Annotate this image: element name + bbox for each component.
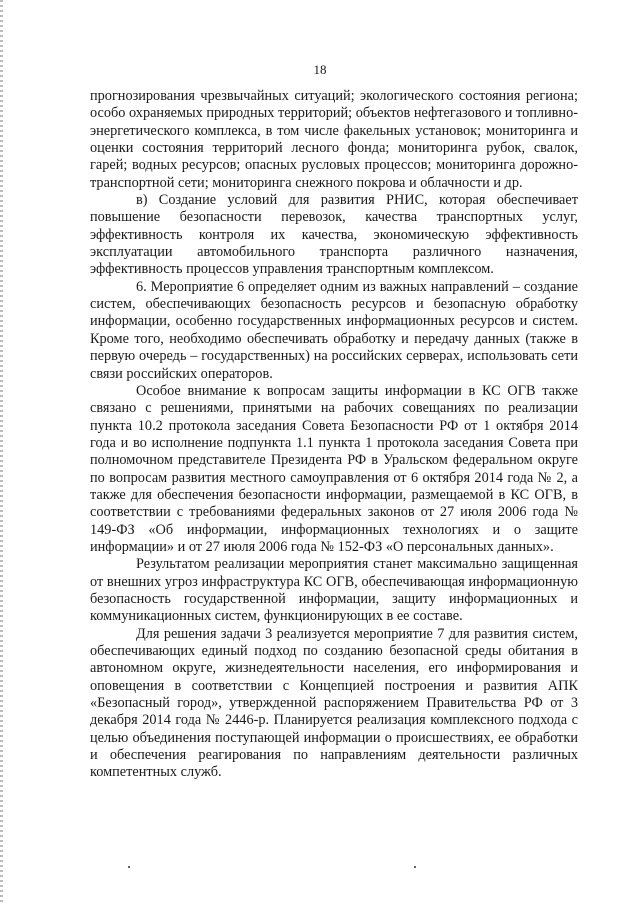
page-number: 18 — [313, 62, 327, 77]
paragraph-continuation: прогнозирования чрезвычайных ситуаций; экологического состояния региона; особо охраняемых природных территорий; объектов нефтегазового и топливно-энергетического комплекса, в том числе факельных установок; мониторинга и оценки состояния территорий лесного фонда; мониторинга рубок, свалок, гарей; водных ресурсов; опасных русловых процессов; мониторинга дорожно-транспортной сети; мониторинга снежного покрова и облачности и др. — [90, 88, 578, 191]
paragraph-measure-6: 6. Мероприятие 6 определяет одним из важных направлений – создание систем, обеспечивающих безопасность ресурсов и безопасную обработку информации, особенно государственных информационных ресурсов и систем. Кроме того, необходимо обеспечивать обработку и передачу данных (также в первую очередь – государственных) на российских серверах, использовать сети связи российских операторов. — [90, 278, 578, 382]
paragraph-result: Результатом реализации мероприятия станет максимально защищенная от внешних угроз инфраструктура КС ОГВ, обеспечивающая информационную безопасность государственной информации, защиту информационных и коммуникационных систем, функционирующих в ее составе. — [90, 556, 578, 625]
scan-speck — [128, 866, 130, 868]
paragraph-information-protection: Особое внимание к вопросам защиты информации в КС ОГВ также связано с решениями, принятыми на рабочих совещаниях по реализации пункта 10.2 протокола заседания Совета Безопасности РФ от 1 октября 2014 года и во исполнение подпункта 1.1 пункта 1 протокола заседания Совета при полномочном представителе Президента РФ в Уральском федеральном округе по вопросам развития местного самоуправления от 6 октября 2014 года № 2, а также для обеспечения безопасности информации, размещаемой в КС ОГВ, в соответствии с требованиями федеральных законов от 27 июля 2006 года № 149-ФЗ «Об информации, информационных технологиях и о защите информации» и от 27 июля 2006 года № 152-ФЗ «О персональных данных». — [90, 382, 578, 555]
scan-speck — [414, 866, 416, 868]
scan-edge — [0, 0, 3, 905]
document-body — [90, 88, 578, 782]
paragraph-task-3: Для решения задачи 3 реализуется мероприятие 7 для развития систем, обеспечивающих единый подход по созданию безопасной среды обитания в автономном округе, жизнедеятельности населения, его информирования и оповещения в соответствии с Концепцией построения и развития АПК «Безопасный город», утвержденной распоряжением Правительства РФ от 3 декабря 2014 года № 2446-р. Планируется реализация комплексного подхода с целью объединения поступающей информации о происшествиях, ее обработки и обеспечения реагирования по направлениям деятельности различных компетентных служб. — [90, 625, 578, 781]
paragraph-rnis: в) Создание условий для развития РНИС, которая обеспечивает повышение безопасности перевозок, качества транспортных услуг, эффективность контроля их качества, экономическую эффективность эксплуатации автомобильного транспорта различного назначения, эффективность процессов управления транспортным комплексом. — [90, 192, 578, 278]
